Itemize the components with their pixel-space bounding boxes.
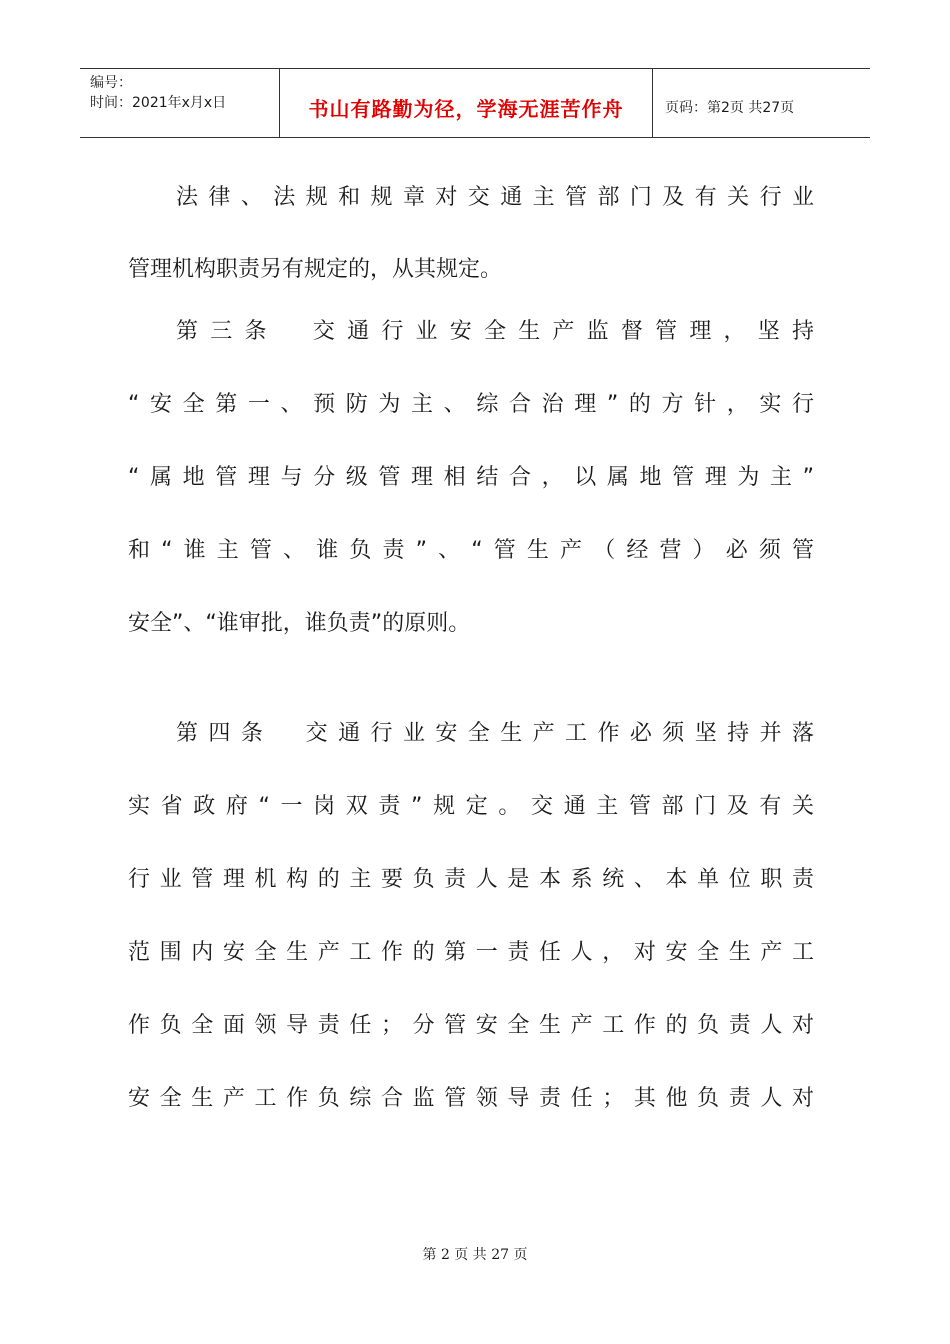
number-label: 编号： bbox=[90, 75, 132, 91]
body-line: 范围内安全生产工作的第一责任人，对安全生产工 bbox=[128, 940, 814, 965]
header-table bbox=[80, 68, 870, 138]
body-line: 管理机构职责另有规定的，从其规定。 bbox=[128, 257, 503, 282]
body-line: 第四条 交通行业安全生产工作必须坚持并落 bbox=[176, 721, 814, 746]
body-line: 行业管理机构的主要负责人是本系统、本单位职责 bbox=[128, 867, 814, 892]
body-line: 安全”、“谁审批，谁负责”的原则。 bbox=[128, 611, 471, 636]
body-line: 实省政府“一岗双责”规定。交通主管部门及有关 bbox=[128, 794, 814, 819]
body-line: 和“谁主管、谁负责”、“管生产（经营）必须管 bbox=[128, 538, 814, 563]
page-footer: 第 2 页 共 27 页 bbox=[422, 1247, 528, 1263]
header-left-cell bbox=[80, 69, 280, 137]
body-line: “安全第一、预防为主、综合治理”的方针，实行 bbox=[128, 392, 814, 417]
motto: 书山有路勤为径，学海无涯苦作舟 bbox=[280, 69, 653, 137]
body-line: 第三条 交通行业安全生产监督管理，坚持 bbox=[176, 319, 814, 344]
body-line: “属地管理与分级管理相结合，以属地管理为主” bbox=[128, 465, 814, 490]
body-line: 作负全面领导责任；分管安全生产工作的负责人对 bbox=[128, 1013, 814, 1038]
body-line: 法律、法规和规章对交通主管部门及有关行业 bbox=[176, 185, 814, 210]
page-code: 页码：第2页 共27页 bbox=[665, 100, 795, 116]
time-label: 时间：2021年x月x日 bbox=[90, 95, 227, 111]
body-line: 安全生产工作负综合监管领导责任；其他负责人对 bbox=[128, 1086, 814, 1111]
